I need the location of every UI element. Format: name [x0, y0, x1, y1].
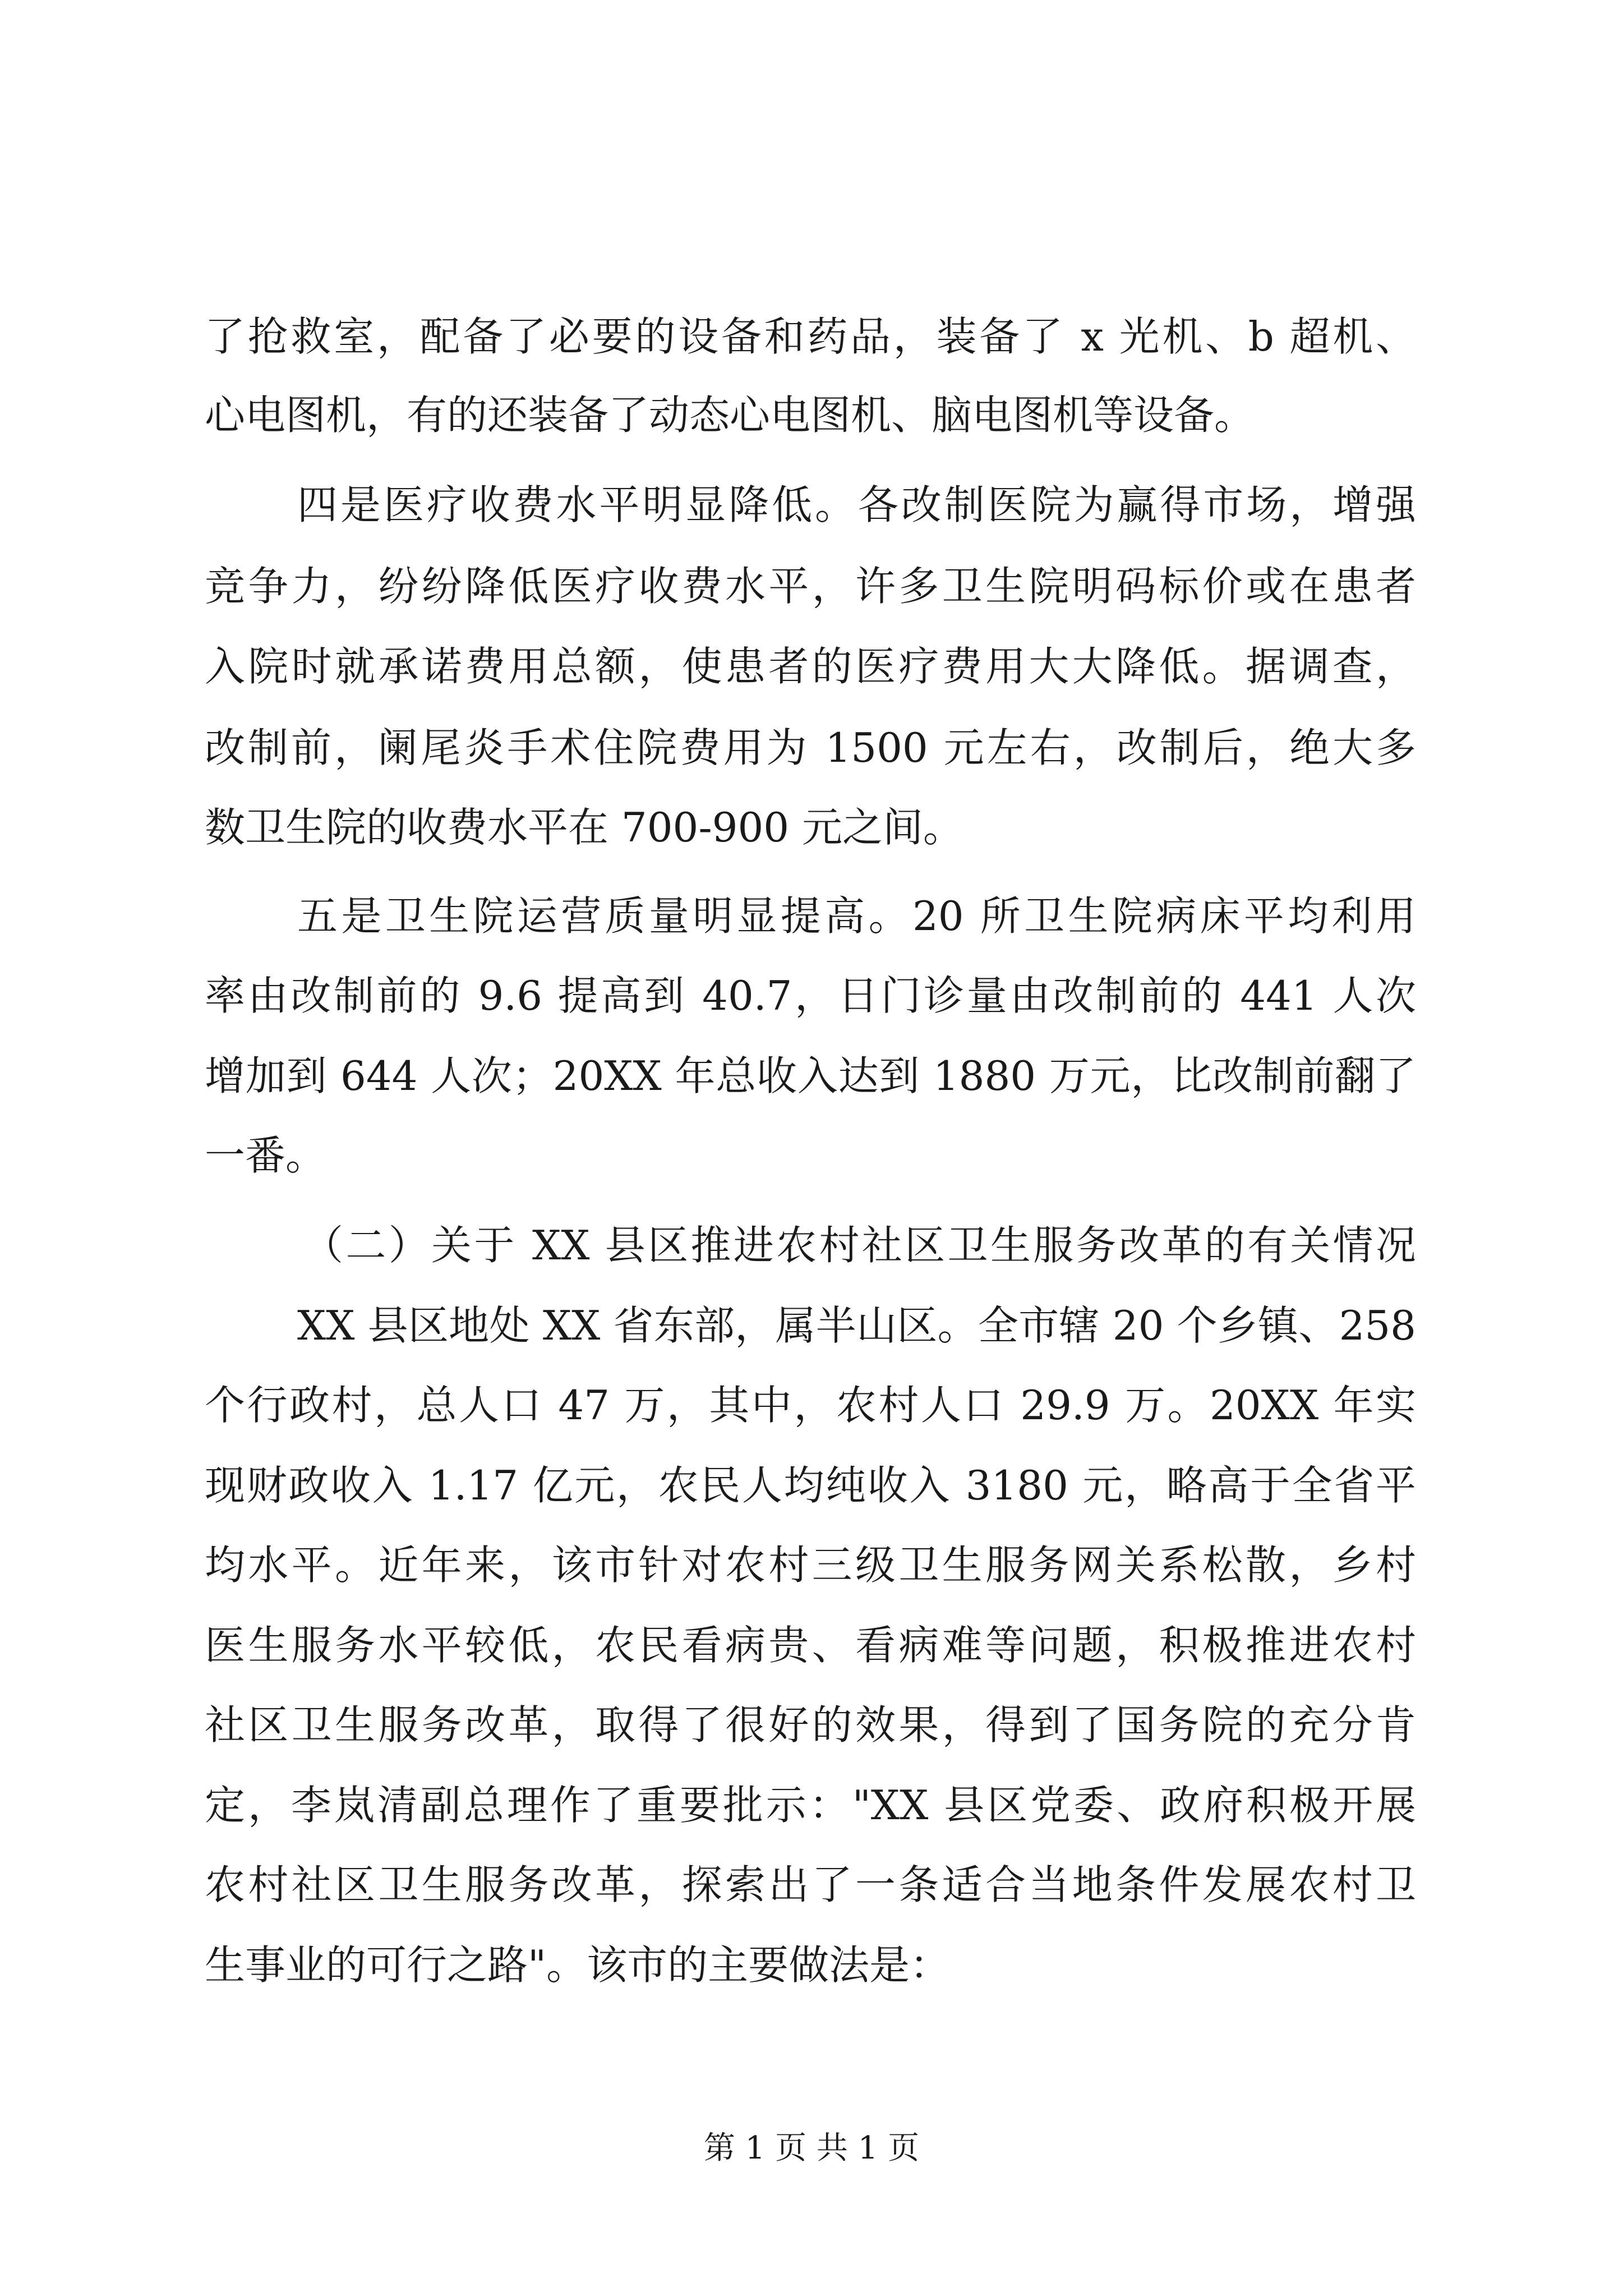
line-text: 心电图机，有的还装备了动态心电图机、脑电图机等设备。: [205, 392, 1255, 439]
page-number-label: 第 1 页 共 1 页: [703, 2130, 920, 2166]
text-line: [0, 627, 1623, 706]
line-text: 定，李岚清副总理作了重要批示："XX 县区党委、政府积极开展: [205, 1782, 1416, 1829]
text-line: [0, 956, 1623, 1035]
text-line: [0, 1366, 1623, 1444]
line-text: 增加到 644 人次；20XX 年总收入达到 1880 万元，比改制前翻了: [205, 1052, 1416, 1099]
text-line: [0, 708, 1623, 787]
text-line: [0, 1766, 1623, 1844]
paragraph-start-line: [0, 466, 1623, 544]
line-text: 社区卫生服务改革，取得了很好的效果，得到了国务院的充分肯: [205, 1701, 1416, 1749]
line-text: 现财政收入 1.17 亿元，农民人均纯收入 3180 元，略高于全省平: [205, 1462, 1416, 1509]
line-text: XX 县区地处 XX 省东部，属半山区。全市辖 20 个乡镇、258: [297, 1302, 1416, 1349]
text-line: [0, 376, 1623, 454]
text-line: [0, 1926, 1623, 2004]
line-text: 入院时就承诺费用总额，使患者的医疗费用大大降低。据调查，: [205, 643, 1416, 690]
line-text: 了抢救室，配备了必要的设备和药品，装备了 x 光机、b 超机、: [205, 313, 1416, 360]
section-heading: [0, 1206, 1623, 1285]
text-line: [0, 1037, 1623, 1115]
text-line: [0, 788, 1623, 867]
page-footer: [0, 2126, 1623, 2171]
text-line: [0, 1446, 1623, 1525]
text-line: [0, 547, 1623, 625]
line-text: 医生服务水平较低，农民看病贵、看病难等问题，积极推进农村: [205, 1622, 1416, 1669]
line-text: 五是卫生院运营质量明显提高。20 所卫生院病床平均利用: [297, 892, 1416, 940]
text-line: [0, 1526, 1623, 1604]
line-text: 农村社区卫生服务改革，探索出了一条适合当地条件发展农村卫: [205, 1861, 1416, 1908]
paragraph-start-line: [0, 877, 1623, 955]
text-line: [0, 1686, 1623, 1764]
text-line: [0, 1846, 1623, 1924]
line-text: 均水平。近年来，该市针对农村三级卫生服务网关系松散，乡村: [205, 1542, 1416, 1589]
line-text: 率由改制前的 9.6 提高到 40.7，日门诊量由改制前的 441 人次: [205, 972, 1416, 1019]
line-text: 改制前，阑尾炎手术住院费用为 1500 元左右，改制后，绝大多: [205, 724, 1416, 771]
paragraph-start-line: [0, 1286, 1623, 1365]
line-text: （二）关于 XX 县区推进农村社区卫生服务改革的有关情况: [303, 1222, 1416, 1269]
line-text: 一番。: [205, 1132, 326, 1179]
line-text: 竞争力，纷纷降低医疗收费水平，许多卫生院明码标价或在患者: [205, 563, 1416, 610]
text-line: [0, 297, 1623, 376]
line-text: 个行政村，总人口 47 万，其中，农村人口 29.9 万。20XX 年实: [205, 1382, 1416, 1429]
text-line: [0, 1606, 1623, 1685]
line-text: 数卫生院的收费水平在 700-900 元之间。: [205, 804, 963, 851]
line-text: 生事业的可行之路"。该市的主要做法是：: [205, 1941, 951, 1989]
line-text: 四是医疗收费水平明显降低。各改制医院为赢得市场，增强: [297, 481, 1416, 528]
text-line: [0, 1116, 1623, 1195]
